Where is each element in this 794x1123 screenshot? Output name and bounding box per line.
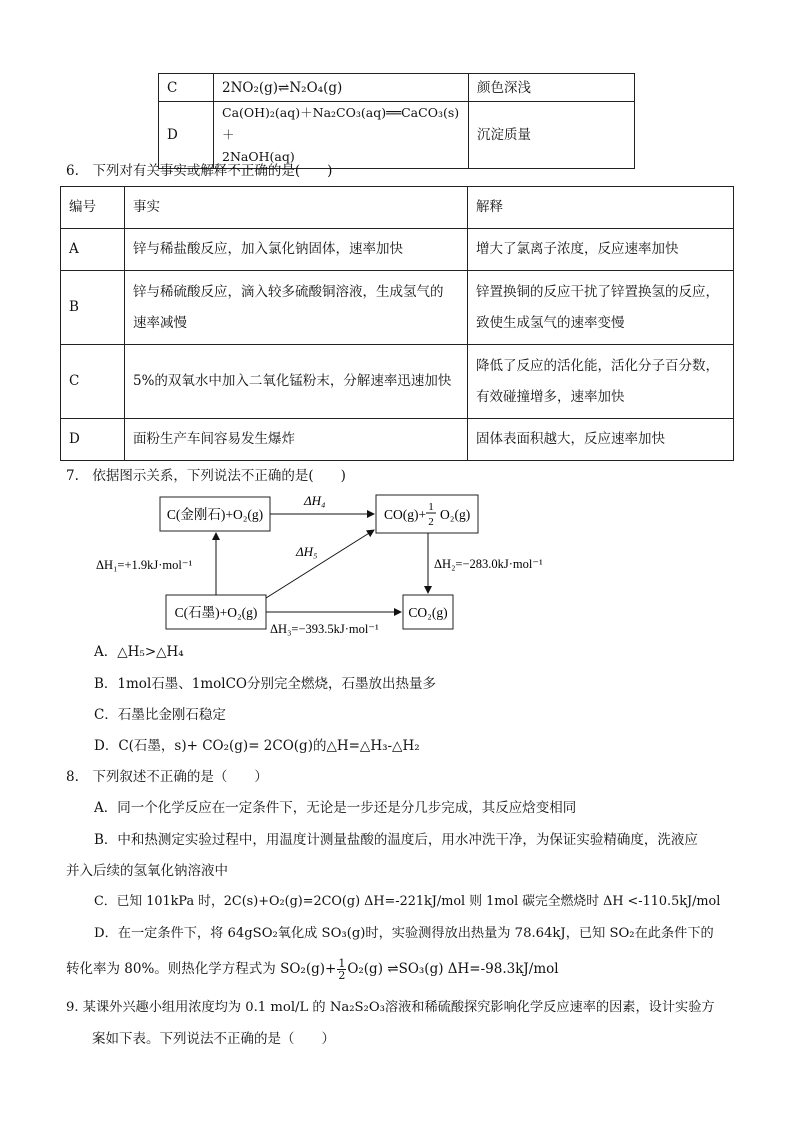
table-row xyxy=(61,271,734,345)
box-co-label-right: O₂(g) xyxy=(440,507,471,522)
reaction-cell: 2NO₂(g)⇌N₂O₄(g) xyxy=(214,74,469,102)
question-9-line2: 案如下表。下列说法不正确的是（ ） xyxy=(92,1031,335,1047)
box-graphite-label: C(石墨)+O₂(g) xyxy=(174,605,258,620)
fraction-denominator: 2 xyxy=(338,969,346,982)
enthalpy-diagram xyxy=(90,488,590,640)
box-co2-label: CO₂(g) xyxy=(408,605,448,620)
label-dh2: ΔH₂=−283.0kJ·mol⁻¹ xyxy=(434,557,543,571)
q8-option-b-line2: 并入后续的氢氧化钠溶液中 xyxy=(66,863,228,879)
reaction-line: Ca(OH)₂(aq)＋Na₂CO₃(aq)══CaCO₃(s)＋ xyxy=(222,105,460,142)
explain-line: 锌置换铜的反应干扰了锌置换氢的反应， xyxy=(476,283,719,300)
header-fact: 事实 xyxy=(125,187,468,229)
row-label: C xyxy=(159,74,214,102)
fact-line: 锌与稀硫酸反应，滴入较多硫酸铜溶液，生成氢气的 xyxy=(133,283,444,300)
label-dh5: ΔH₅ xyxy=(296,544,318,559)
explain-cell xyxy=(468,345,734,419)
table-row xyxy=(61,229,734,271)
q8-option-d-text: 转化率为 80%。则热化学方程式为 SO₂(g)+ xyxy=(66,961,337,977)
q7-option-d: D．C(石墨，s)+ CO₂(g)= 2CO(g)的△H=△H₃-△H₂ xyxy=(94,738,420,754)
explain-line: 有效碰撞增多，速率加快 xyxy=(476,388,625,405)
explain-cell: 固体表面积越大，反应速率加快 xyxy=(468,419,734,461)
q7-option-a: A．△H₅>△H₄ xyxy=(94,644,184,660)
fact-cell: 锌与稀盐酸反应，加入氯化钠固体，速率加快 xyxy=(125,229,468,271)
table-header-row xyxy=(61,187,734,229)
arrow-dh5 xyxy=(266,530,374,598)
header-explain: 解释 xyxy=(468,187,734,229)
row-id: A xyxy=(61,229,125,271)
q7-option-b: B．1mol石墨、1molCO分别完全燃烧，石墨放出热量多 xyxy=(94,676,436,692)
q8-option-c: C．已知 101kPa 时，2C(s)+O₂(g)=2CO(g) ΔH=-221kJ/mol 则 1mol 碳完全燃烧时 ΔH <-110.5kJ/mol xyxy=(94,894,721,909)
box-co-label-left: CO(g)+ xyxy=(384,507,427,522)
q8-option-d-line2 xyxy=(66,958,559,981)
reaction-cell xyxy=(214,102,469,169)
question-9-line1: 9. 某课外兴趣小组用浓度均为 0.1 mol/L 的 Na₂S₂O₃溶液和稀硫酸探究影响化学反应速率的因素，设计实验方 xyxy=(66,1000,715,1015)
q8-option-b-line1: B．中和热测定实验过程中，用温度计测量盐酸的温度后，用水冲洗干净，为保证实验精确度，洗液应 xyxy=(94,832,698,848)
q8-option-a: A．同一个化学反应在一定条件下，无论是一步还是分几步完成，其反应焓变相同 xyxy=(94,800,577,816)
question-6-stem: 6. 下列对有关事实或解释不正确的是( ) xyxy=(66,163,333,179)
box-co-frac-den: 2 xyxy=(428,516,434,528)
label-dh3: ΔH₃=−393.5kJ·mol⁻¹ xyxy=(270,622,379,636)
table-row xyxy=(159,74,635,102)
explain-line: 降低了反应的活化能，活化分子百分数， xyxy=(476,357,719,374)
reaction-line: 2NaOH(aq) xyxy=(222,149,295,164)
explain-cell: 增大了氯离子浓度，反应速率加快 xyxy=(468,229,734,271)
fact-cell xyxy=(125,271,468,345)
measure-cell: 沉淀质量 xyxy=(469,102,635,169)
question-7-stem: 7. 依据图示关系，下列说法不正确的是( ) xyxy=(66,468,346,484)
fact-line: 速率减慢 xyxy=(133,314,187,331)
fact-cell: 5%的双氧水中加入二氧化锰粉末，分解速率迅速加快 xyxy=(125,345,468,419)
question-8-stem: 8. 下列叙述不正确的是（ ） xyxy=(66,769,268,785)
row-label: D xyxy=(159,102,214,169)
label-dh1: ΔH₁=+1.9kJ·mol⁻¹ xyxy=(96,558,193,572)
measure-cell: 颜色深浅 xyxy=(469,74,635,102)
row-id: C xyxy=(61,345,125,419)
table-row xyxy=(61,345,734,419)
box-diamond-label: C(金刚石)+O₂(g) xyxy=(166,507,264,522)
explain-line: 致使生成氢气的速率变慢 xyxy=(476,314,625,331)
fraction-numerator: 1 xyxy=(338,957,346,970)
q7-option-c: C．石墨比金刚石稳定 xyxy=(94,707,226,723)
row-id: D xyxy=(61,419,125,461)
row-id: B xyxy=(61,271,125,345)
fact-cell: 面粉生产车间容易发生爆炸 xyxy=(125,419,468,461)
q8-option-d-line1: D．在一定条件下，将 64gSO₂氧化成 SO₃(g)时，实验测得放出热量为 78.64kJ，已知 SO₂在此条件下的 xyxy=(94,926,714,941)
table-row xyxy=(61,419,734,461)
header-id: 编号 xyxy=(61,187,125,229)
q8-option-d-text-end: O₂(g) ⇌SO₃(g) ΔH=-98.3kJ/mol xyxy=(347,961,559,977)
box-co-frac-num: 1 xyxy=(428,501,434,513)
label-dh4: ΔH₄ xyxy=(304,493,326,508)
reaction-table xyxy=(158,73,635,169)
q6-table xyxy=(60,186,734,461)
fraction-one-half xyxy=(337,958,346,981)
explain-cell xyxy=(468,271,734,345)
table-row xyxy=(159,102,635,169)
